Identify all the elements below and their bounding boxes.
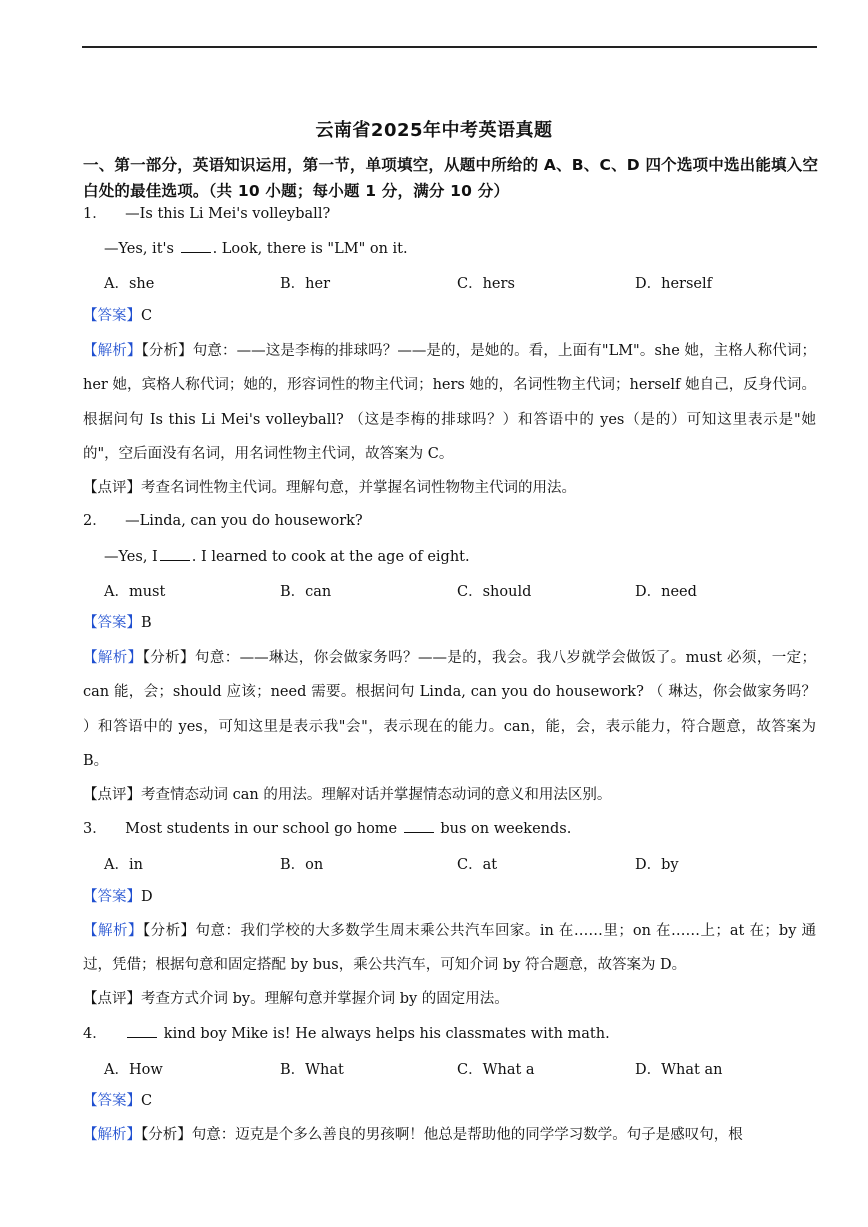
- answer-label: 【答案】: [83, 1093, 141, 1109]
- option-c: C．should: [457, 584, 532, 600]
- question-text: kind boy Mike is! He always helps his classmates with math.: [163, 1026, 610, 1042]
- question-1-reply: [104, 238, 408, 259]
- answer-blank: [127, 1023, 157, 1038]
- answer-line: [83, 1091, 152, 1111]
- comment-label: 【点评】: [83, 991, 141, 1007]
- option-a: A．must: [104, 584, 166, 600]
- option-d: D．need: [635, 584, 697, 600]
- answer-label: 【答案】: [83, 308, 141, 324]
- question-text: Most students in our school go home: [125, 821, 398, 837]
- option-b: B．on: [280, 857, 324, 873]
- question-number: 3．: [83, 821, 107, 837]
- question-text: —Is this Li Mei's volleyball?: [125, 206, 331, 222]
- question-number: 2．: [83, 513, 107, 529]
- comment-line: [83, 785, 611, 805]
- question-2-reply: [104, 546, 470, 567]
- section-heading: 一、第一部分，英语知识运用，第一节，单项填空，从题中所给的 A、B、C、D 四个选项中选出能填入空白处的最佳选项。（共 10 小题；每小题 1 分，满分 10 分）: [83, 156, 819, 200]
- analysis-block: [83, 334, 816, 471]
- analysis-label: 【解析】: [83, 650, 143, 666]
- comment-text: 考查情态动词 can 的用法。理解对话并掌握情态动词的意义和用法区别。: [141, 787, 612, 803]
- analysis-label: 【解析】: [83, 343, 142, 359]
- option-c: C．at: [457, 857, 498, 873]
- page-title: 云南省2025年中考英语真题: [315, 120, 553, 141]
- question-1-stem: [83, 204, 330, 224]
- analysis-text: 【分析】句意：我们学校的大多数学生周末乘公共汽车回家。in 在……里；on 在……上；at 在；by 通过，凭借；根据句意和固定搭配 by bus，乘公共汽车，可知介词 by 符合题意，故答案为 D。: [83, 923, 816, 974]
- comment-line: [83, 478, 576, 498]
- answer-line: [83, 613, 152, 633]
- option-c: C．What a: [457, 1062, 535, 1078]
- comment-label: 【点评】: [83, 480, 141, 496]
- question-3-stem: [83, 818, 571, 839]
- answer-blank: [160, 546, 190, 561]
- analysis-block: [83, 641, 816, 778]
- comment-text: 考查方式介词 by。理解句意并掌握介词 by 的固定用法。: [141, 991, 509, 1007]
- analysis-block: [83, 914, 816, 983]
- answer-label: 【答案】: [83, 889, 141, 905]
- answer-blank: [404, 818, 434, 833]
- comment-label: 【点评】: [83, 787, 141, 803]
- question-number: 1．: [83, 206, 107, 222]
- answer-value: C: [141, 308, 153, 324]
- question-text: —Linda, can you do housework?: [125, 513, 363, 529]
- option-b: B．can: [280, 584, 332, 600]
- question-4-stem: [83, 1023, 610, 1044]
- option-d: D．by: [635, 857, 679, 873]
- option-b: B．her: [280, 276, 331, 292]
- option-a: A．How: [104, 1062, 163, 1078]
- answer-value: D: [141, 889, 153, 905]
- option-b: B．What: [280, 1062, 344, 1078]
- answer-value: C: [141, 1093, 153, 1109]
- answer-line: [83, 887, 153, 907]
- reply-text: —Yes, I: [104, 549, 158, 565]
- analysis-text: 【分析】句意：——这是李梅的排球吗？——是的，是她的。看，上面有"LM"。she 她，主格人称代词；her 她，宾格人称代词；她的，形容词性的物主代词；hers 她的，名词性物主代词；herself 她自己，反身代词。根据问句 Is this Li Mei's volleyball? （这是李梅的排球吗？）和答语中的 yes（是的）可知这里表示是"她的"，空后面没有名词，用名词性物主代词，故答案为 C。: [83, 343, 817, 462]
- analysis-label: 【解析】: [83, 1127, 141, 1143]
- comment-line: [83, 989, 509, 1009]
- option-a: A．in: [104, 857, 143, 873]
- answer-value: B: [141, 615, 152, 631]
- reply-text: . Look, there is "LM" on it.: [212, 241, 408, 257]
- option-c: C．hers: [457, 276, 515, 292]
- answer-blank: [181, 238, 211, 253]
- comment-text: 考查名词性物主代词。理解句意，并掌握名词性物物主代词的用法。: [141, 480, 576, 496]
- header-rule: [82, 46, 817, 48]
- analysis-label: 【解析】: [83, 923, 143, 939]
- analysis-block: [83, 1125, 816, 1145]
- analysis-text: 【分析】句意：迈克是个多么善良的男孩啊！他总是帮助他的同学学习数学。句子是感叹句，根: [141, 1127, 743, 1143]
- question-2-stem: [83, 511, 363, 531]
- reply-text: . I learned to cook at the age of eight.: [191, 549, 470, 565]
- question-text: bus on weekends.: [440, 821, 572, 837]
- answer-line: [83, 306, 152, 326]
- option-d: D．What an: [635, 1062, 723, 1078]
- question-number: 4．: [83, 1026, 107, 1042]
- reply-text: —Yes, it's: [104, 241, 174, 257]
- answer-label: 【答案】: [83, 615, 141, 631]
- option-d: D．herself: [635, 276, 713, 292]
- analysis-text: 【分析】句意：——琳达，你会做家务吗？——是的，我会。我八岁就学会做饭了。must 必须，一定；can 能，会；should 应该；need 需要。根据问句 Linda, can you do housework? （ 琳达，你会做家务吗？ ）和答语中的 yes，可知这里是表示我"会"，表示现在的能力。can，能，会，表示能力，符合题意，故答案为 B。: [83, 650, 817, 769]
- option-a: A．she: [104, 276, 155, 292]
